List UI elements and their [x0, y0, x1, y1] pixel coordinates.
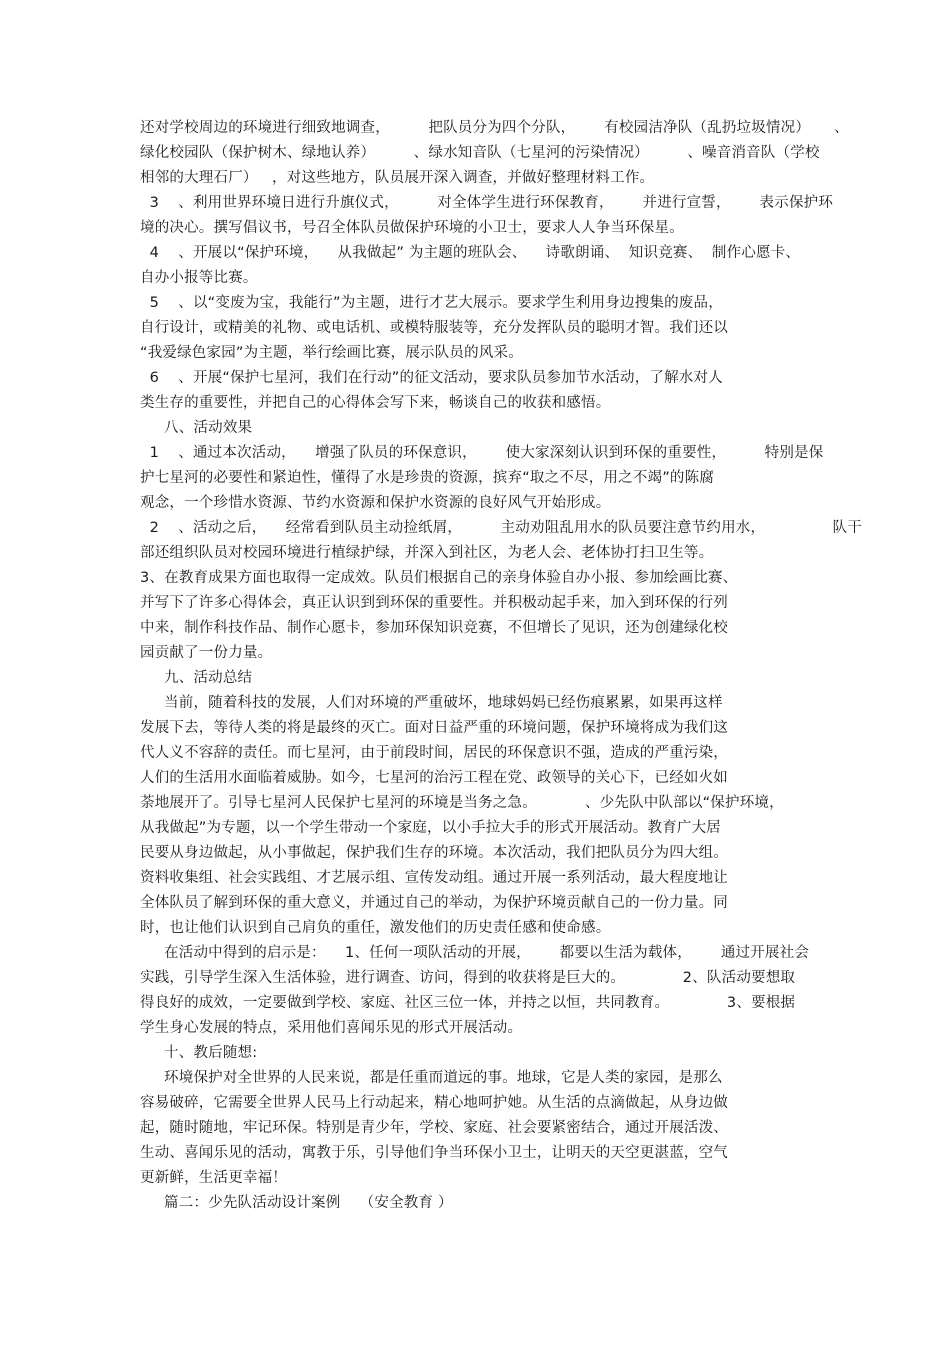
- text-line: 当前，随着科技的发展，人们对环境的严重破坏，地球妈妈已经伤痕累累，如果再这样: [140, 695, 723, 711]
- text-line: 绿化校园队（保护树木、绿地认养） 、绿水知音队（七星河的污染情况） 、噪音消音队（学校: [140, 145, 820, 161]
- text-line: 发展下去，等待人类的将是最终的灭亡。面对日益严重的环境问题，保护环境将成为我们这: [140, 720, 728, 736]
- text-line: 在活动中得到的启示是： 1、任何一项队活动的开展， 都要以生活为载体， 通过开展社会: [140, 945, 810, 961]
- text-line: 实践，引导学生深入生活体验，进行调查、访问，得到的收获将是巨大的。 2、队活动要想取: [140, 970, 796, 986]
- text-line: 3、在教育成果方面也取得一定成效。队员们根据自己的亲身体验自办小报、参加绘画比赛、: [140, 570, 738, 586]
- section-heading: 十、教后随想:: [140, 1045, 258, 1061]
- text-line: 学生身心发展的特点，采用他们喜闻乐见的形式开展活动。: [140, 1020, 523, 1036]
- text-line: 类生存的重要性，并把自己的心得体会写下来，畅谈自己的收获和感悟。: [140, 395, 611, 411]
- text-line: 民要从身边做起，从小事做起，保护我们生存的环境。本次活动，我们把队员分为四大组。: [140, 845, 728, 861]
- text-line: 中来，制作科技作品、制作心愿卡，参加环保知识竞赛，不但增长了见识，还为创建绿化校: [140, 620, 728, 636]
- section-heading: 八、活动效果: [140, 420, 253, 436]
- text-line: 还对学校周边的环境进行细致地调查， 把队员分为四个分队， 有校园洁净队（乱扔垃圾情况） 、: [140, 120, 849, 136]
- text-line: 部还组织队员对校园环境进行植绿护绿，并深入到社区，为老人会、老体协打扫卫生等。: [140, 545, 714, 561]
- text-line: 自办小报等比赛。: [140, 270, 258, 286]
- text-line: 3 、利用世界环境日进行升旗仪式， 对全体学生进行环保教育， 并进行宣誓， 表示保护环: [140, 195, 834, 211]
- text-line: 2 、活动之后， 经常看到队员主动捡纸屑， 主动劝阻乱用水的队员要注意节约用水， 队干: [140, 520, 862, 536]
- text-line: 代人义不容辞的责任。而七星河，由于前段时间，居民的环保意识不强，造成的严重污染，: [140, 745, 728, 761]
- text-line: 资料收集组、社会实践组、才艺展示组、宣传发动组。通过开展一系列活动，最大程度地让: [140, 870, 728, 886]
- section-heading: 篇二：少先队活动设计案例 （安全教育 ）: [140, 1195, 453, 1211]
- text-line: 起，随时随地，牢记环保。特别是青少年，学校、家庭、社会要紧密结合，通过开展活泼、: [140, 1120, 728, 1136]
- text-line: 容易破碎，它需要全世界人民马上行动起来，精心地呵护她。从生活的点滴做起，从身边做: [140, 1095, 728, 1111]
- text-line: 护七星河的必要性和紧迫性，懂得了水是珍贵的资源，摈弃“取之不尽，用之不竭”的陈腐: [140, 470, 715, 486]
- section-heading: 九、活动总结: [140, 670, 253, 686]
- text-line: 人们的生活用水面临着威胁。如今，七星河的治污工程在党、政领导的关心下，已经如火如: [140, 770, 728, 786]
- text-line: 6 、开展“保护七星河，我们在行动”的征文活动，要求队员参加节水活动，了解水对人: [140, 370, 723, 386]
- text-line: 环境保护对全世界的人民来说，都是任重而道远的事。地球，它是人类的家园，是那么: [140, 1070, 723, 1086]
- text-line: 更新鲜，生活更幸福！: [140, 1170, 287, 1186]
- text-line: 得良好的成效，一定要做到学校、家庭、社区三位一体，并持之以恒，共同教育。 3、要根据: [140, 995, 796, 1011]
- text-line: 4 、开展以“保护环境， 从我做起” 为主题的班队会、 诗歌朗诵、 知识竞赛、 制作心愿卡、: [140, 245, 801, 261]
- text-line: 相邻的大理石厂） ，对这些地方，队员展开深入调查，并做好整理材料工作。: [140, 170, 655, 186]
- text-line: 观念，一个珍惜水资源、节约水资源和保护水资源的良好风气开始形成。: [140, 495, 611, 511]
- text-line: “我爱绿色家园”为主题，举行绘画比赛，展示队员的风采。: [140, 345, 523, 361]
- text-line: 荼地展开了。引导七星河人民保护七星河的环境是当务之急。 、少先队中队部以“保护环境，: [140, 795, 784, 811]
- text-line: 从我做起”为专题，以一个学生带动一个家庭，以小手拉大手的形式开展活动。教育广大居: [140, 820, 722, 836]
- text-line: 时，也让他们认识到自己肩负的重任，激发他们的历史责任感和使命感。: [140, 920, 611, 936]
- text-line: 境的决心。撰写倡议书，号召全体队员做保护环境的小卫士，要求人人争当环保星。: [140, 220, 684, 236]
- text-line: 生动、喜闻乐见的活动，寓教于乐，引导他们争当环保小卫士，让明天的天空更湛蓝，空气: [140, 1145, 728, 1161]
- text-line: 全体队员了解到环保的重大意义，并通过自己的举动，为保护环境贡献自己的一份力量。同: [140, 895, 728, 911]
- text-line: 1 、通过本次活动， 增强了队员的环保意识， 使大家深刻认识到环保的重要性， 特别是保: [140, 445, 824, 461]
- text-line: 自行设计，或精美的礼物、或电话机、或模特服装等，充分发挥队员的聪明才智。我们还以: [140, 320, 728, 336]
- text-line: 5 、以“变废为宝，我能行”为主题，进行才艺大展示。要求学生利用身边搜集的废品，: [140, 295, 723, 311]
- text-line: 园贡献了一份力量。: [140, 645, 273, 661]
- text-line: 并写下了许多心得体会，真正认识到到环保的重要性。并积极动起手来，加入到环保的行列: [140, 595, 728, 611]
